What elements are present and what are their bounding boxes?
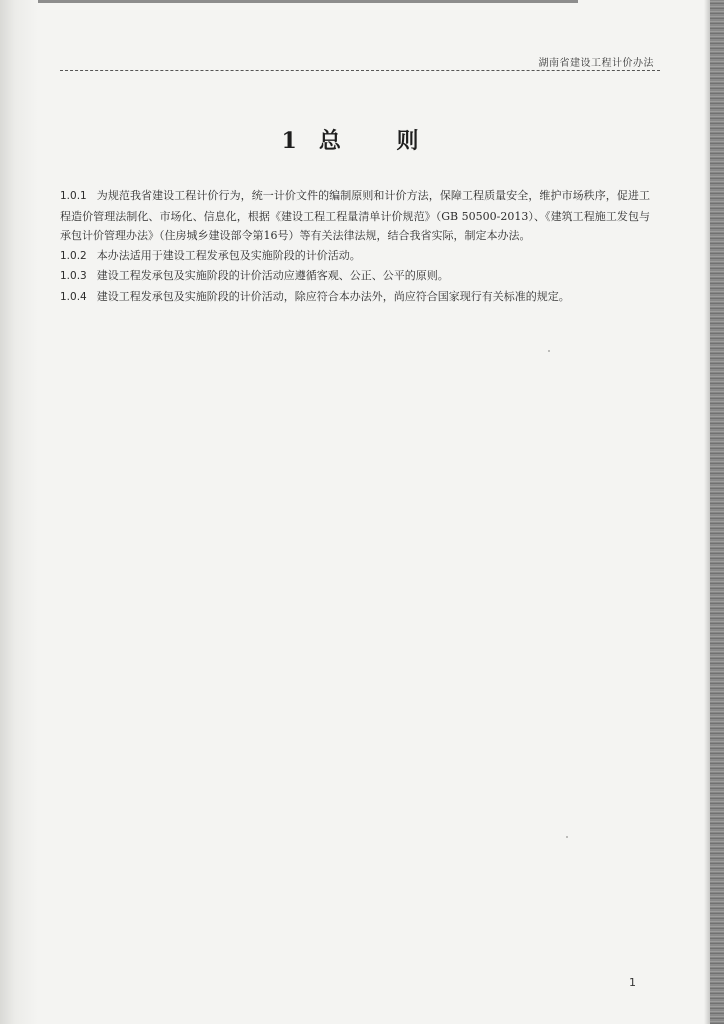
- clause-number: 1.0.3: [60, 270, 87, 282]
- clause-text: 本办法适用于建设工程发承包及实施阶段的计价活动。: [96, 248, 361, 262]
- scan-speck: [566, 836, 568, 838]
- chapter-heading: [0, 124, 724, 155]
- scan-speck: [548, 350, 550, 352]
- clause-number: 1.0.2: [60, 249, 87, 262]
- clause-1-0-2: [60, 246, 650, 267]
- clause-number: 1.0.1: [60, 190, 87, 202]
- clause-1-0-4: [60, 287, 650, 308]
- chapter-number: 1: [281, 128, 303, 154]
- clause-1-0-3: [60, 266, 650, 287]
- running-header: [60, 52, 660, 78]
- running-header-title: 湖南省建设工程计价办法: [538, 58, 654, 69]
- page-number: 1: [629, 976, 636, 989]
- clause-1-0-1: [60, 186, 650, 246]
- top-scan-rule: [38, 0, 578, 3]
- clause-number: 1.0.4: [60, 290, 87, 303]
- chapter-title: 总 则: [318, 128, 443, 154]
- clause-text: 为规范我省建设工程计价行为，统一计价文件的编制原则和计价方法，保障工程质量安全，维护市场秩序，促进工程造价管理法制化、市场化、信息化，根据《建设工程工程量清单计价规范》（GB 50500-2013）、《建筑工程施工发包与承包计价管理办法》（住房城乡建设部令第16号）等有关法律法规，结合我省实际，制定本办法。: [60, 189, 650, 242]
- header-rule: [60, 70, 660, 71]
- clause-list: [60, 186, 650, 307]
- clause-text: 建设工程发承包及实施阶段的计价活动，除应符合本办法外，尚应符合国家现行有关标准的规定。: [96, 289, 570, 303]
- clause-text: 建设工程发承包及实施阶段的计价活动应遵循客观、公正、公平的原则。: [96, 269, 449, 282]
